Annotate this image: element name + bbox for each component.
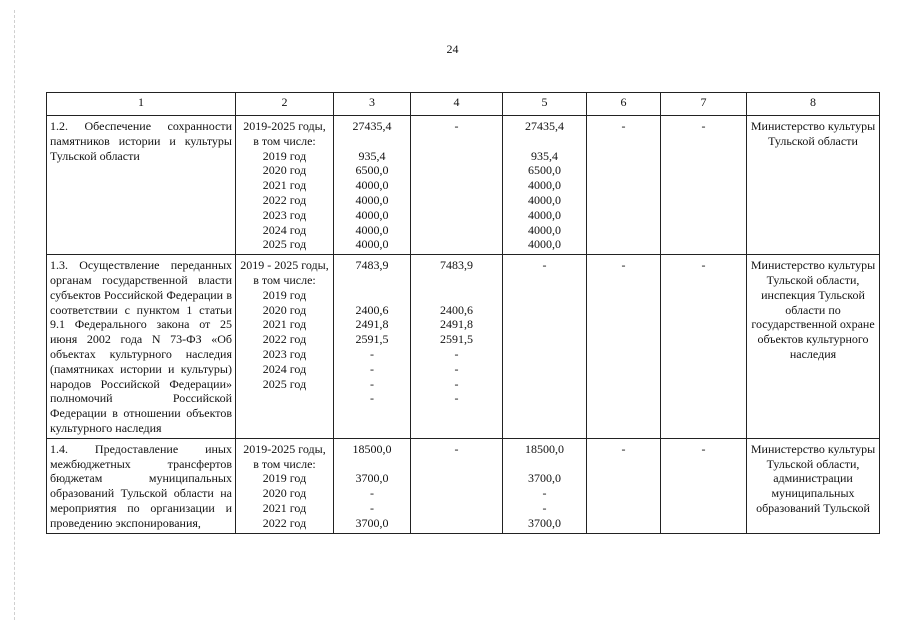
col6-cell: - bbox=[587, 255, 661, 439]
col4-value: 2400,6 bbox=[440, 302, 473, 317]
col3-value: - bbox=[370, 376, 374, 391]
col4-value: - bbox=[454, 361, 459, 376]
col3-cell bbox=[334, 438, 411, 533]
col3-value: - bbox=[370, 391, 374, 406]
col3-value: 3700,0 bbox=[355, 471, 389, 486]
year-label: 2021 год bbox=[262, 500, 307, 515]
year-label: 2019 год bbox=[262, 148, 307, 163]
col3-value: 4000,0 bbox=[355, 222, 389, 237]
activity-name: 1.2. Обеспечение сохранности памятников истории и культуры Тульской области bbox=[47, 116, 236, 255]
page-number: 24 bbox=[446, 42, 459, 56]
col4-total: - bbox=[454, 441, 459, 456]
col5-value: 4000,0 bbox=[528, 178, 561, 193]
year-label: 2020 год bbox=[262, 302, 307, 317]
year-label: 2022 год bbox=[262, 332, 307, 347]
col4-cell bbox=[411, 116, 503, 255]
header-cell: 3 bbox=[334, 93, 411, 116]
col5-value: 4000,0 bbox=[528, 237, 561, 252]
col6-cell: - bbox=[587, 116, 661, 255]
col4-total: - bbox=[454, 119, 459, 133]
col4-value: - bbox=[454, 376, 459, 391]
header-cell: 7 bbox=[661, 93, 747, 116]
col3-value: 4000,0 bbox=[355, 178, 389, 193]
col5-value: 935,4 bbox=[531, 148, 558, 163]
year-label: 2020 год bbox=[262, 486, 307, 501]
year-label: 2023 год bbox=[262, 346, 307, 361]
period-label: 2019-2025 годы, в том числе: bbox=[243, 441, 326, 471]
col3-value: - bbox=[370, 346, 374, 361]
col3-total: 27435,4 bbox=[352, 119, 392, 133]
col7-cell: - bbox=[661, 255, 747, 439]
col4-total: 7483,9 bbox=[440, 258, 473, 273]
col3-value: - bbox=[370, 486, 374, 501]
col4-cell bbox=[411, 255, 503, 439]
col5-value: - bbox=[542, 500, 547, 515]
period-label: 2019-2025 годы, в том числе: bbox=[243, 119, 326, 148]
col3-total: 7483,9 bbox=[355, 258, 389, 273]
col5-value: 6500,0 bbox=[528, 163, 561, 178]
col3-value: 935,4 bbox=[358, 148, 386, 163]
year-label: 2023 год bbox=[262, 207, 307, 222]
year-label: 2024 год bbox=[262, 361, 307, 376]
header-cell: 5 bbox=[503, 93, 587, 116]
period-cell bbox=[236, 255, 334, 439]
period-cell bbox=[236, 116, 334, 255]
col3-value: - bbox=[370, 361, 374, 376]
col3-value: 4000,0 bbox=[355, 237, 389, 252]
col3-cell bbox=[334, 255, 411, 439]
col3-value: 4000,0 bbox=[355, 192, 389, 207]
col3-value: 6500,0 bbox=[355, 163, 389, 178]
header-row bbox=[47, 93, 880, 116]
table-row bbox=[47, 116, 880, 255]
col7-cell: - bbox=[661, 116, 747, 255]
col5-value: 4000,0 bbox=[528, 192, 561, 207]
col5-value: 4000,0 bbox=[528, 222, 561, 237]
col5-value: 3700,0 bbox=[528, 515, 561, 530]
col5-cell bbox=[503, 255, 587, 439]
col7-cell: - bbox=[661, 438, 747, 533]
activity-name: 1.3. Осуществление переданных органам государственной власти субъектов Российской Федерации в соответствии с пунктом 1 статьи 9.1 Федерального закона от 25 июня 2002 года N 73-ФЗ «Об объектах культурного наследия (памятниках истории и культуры) народов Российской Федерации» полномочий Российской Федерации в отношении объектов культурного наследия bbox=[47, 255, 236, 439]
header-cell: 8 bbox=[747, 93, 880, 116]
activity-name: 1.4. Предоставление иных межбюджетных трансфертов бюджетам муниципальных образований Тульской области на мероприятия по организации и проведению экспонирования, bbox=[47, 438, 236, 533]
col3-value: 4000,0 bbox=[355, 207, 389, 222]
header-cell: 4 bbox=[411, 93, 503, 116]
year-label: 2022 год bbox=[262, 515, 307, 530]
col4-value: - bbox=[454, 391, 459, 406]
col3-value: 2491,8 bbox=[355, 317, 389, 332]
col5-total: - bbox=[542, 258, 547, 273]
year-label: 2024 год bbox=[262, 222, 307, 237]
col3-value: 2400,6 bbox=[355, 302, 389, 317]
col4-value: - bbox=[454, 346, 459, 361]
table-row bbox=[47, 438, 880, 533]
col5-total: 27435,4 bbox=[525, 119, 564, 133]
year-label: 2019 год bbox=[262, 471, 307, 486]
table-row bbox=[47, 255, 880, 439]
header-cell: 6 bbox=[587, 93, 661, 116]
col3-value: 2591,5 bbox=[355, 332, 389, 347]
col5-value: 4000,0 bbox=[528, 207, 561, 222]
period-label: 2019 - 2025 годы, в том числе: bbox=[240, 258, 329, 287]
year-label: 2025 год bbox=[262, 376, 307, 391]
col3-value: 3700,0 bbox=[355, 515, 389, 530]
year-label: 2021 год bbox=[262, 178, 307, 193]
year-label: 2020 год bbox=[262, 163, 307, 178]
col6-cell: - bbox=[587, 438, 661, 533]
header-cell: 1 bbox=[47, 93, 236, 116]
col5-cell bbox=[503, 116, 587, 255]
header-cell: 2 bbox=[236, 93, 334, 116]
col4-value: 2591,5 bbox=[440, 332, 473, 347]
executor-cell: Министерство культуры Тульской области, администрации муниципальных образований Тульской bbox=[747, 438, 880, 533]
col3-value: - bbox=[370, 500, 374, 515]
col4-value: 2491,8 bbox=[440, 317, 473, 332]
margin-line bbox=[14, 10, 15, 620]
year-label: 2021 год bbox=[262, 317, 307, 332]
budget-table bbox=[46, 92, 880, 534]
executor-cell: Министерство культуры Тульской области bbox=[747, 116, 880, 255]
col4-cell bbox=[411, 438, 503, 533]
period-cell bbox=[236, 438, 334, 533]
col5-value: 3700,0 bbox=[528, 471, 561, 486]
col3-total: 18500,0 bbox=[352, 441, 392, 456]
col3-cell bbox=[334, 116, 411, 255]
year-label: 2019 год bbox=[262, 287, 307, 302]
year-label: 2025 год bbox=[262, 237, 307, 252]
col5-cell bbox=[503, 438, 587, 533]
executor-cell: Министерство культуры Тульской области, инспекция Тульской области по государственной охране объектов культурного наследия bbox=[747, 255, 880, 439]
col5-value: - bbox=[542, 486, 547, 501]
col5-total: 18500,0 bbox=[525, 441, 564, 456]
year-label: 2022 год bbox=[262, 192, 307, 207]
